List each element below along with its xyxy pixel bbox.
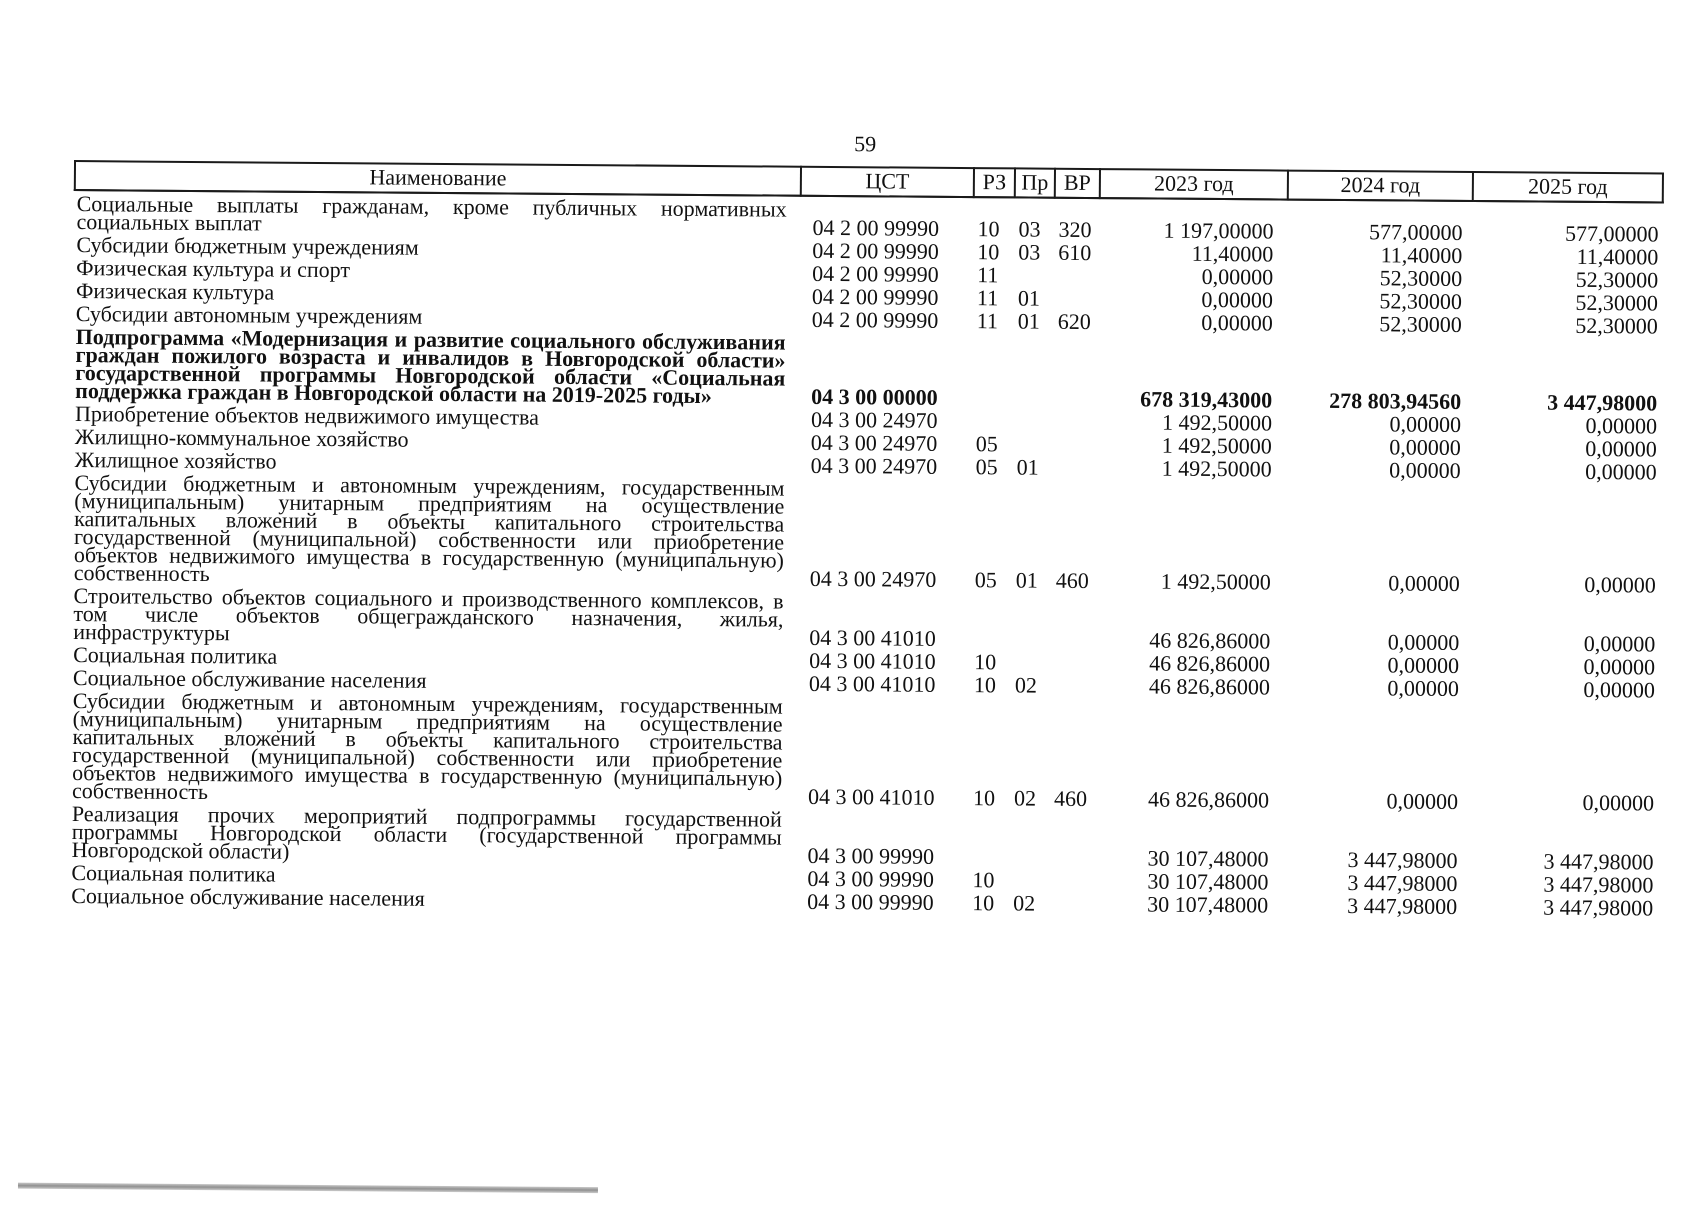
cell-cst: 04 3 00 99990 xyxy=(807,842,935,869)
cell-2025: 0,00000 xyxy=(1585,412,1658,439)
cell-2024: 0,00000 xyxy=(1387,652,1460,678)
cell-name: Жилищное хозяйство xyxy=(74,447,277,474)
cell-2025: 0,00000 xyxy=(1583,630,1656,657)
cell-2023: 46 826,86000 xyxy=(1148,673,1271,700)
budget-table xyxy=(68,160,1664,921)
cell-2023: 30 107,48000 xyxy=(1147,845,1269,872)
cell-name: Социальное обслуживание населения xyxy=(72,665,427,693)
cell-vr: 460 xyxy=(1053,785,1088,812)
cell-rz: 10 xyxy=(973,672,997,698)
cell-rz: 10 xyxy=(972,867,995,893)
cell-2025: 52,30000 xyxy=(1575,312,1658,339)
cell-rz: 10 xyxy=(974,649,997,675)
cell-cst: 04 3 00 00000 xyxy=(811,383,938,410)
cell-2025: 11,40000 xyxy=(1576,243,1659,270)
cell-pr: 03 xyxy=(1018,216,1041,242)
cell-pr xyxy=(1013,408,1053,431)
cell-2023: 1 492,50000 xyxy=(1161,432,1272,459)
cell-2025: 3 447,98000 xyxy=(1543,871,1654,898)
cell-rz: 11 xyxy=(976,285,999,311)
cell-vr: 610 xyxy=(1058,239,1092,266)
cell-rz: 10 xyxy=(972,785,996,811)
cell-pr: 01 xyxy=(1016,454,1039,480)
cell-name: Социальное обслуживание населения xyxy=(71,883,425,911)
cell-pr: 01 xyxy=(1015,567,1038,593)
cell-pr xyxy=(1014,262,1054,285)
scan-artifact-bar xyxy=(18,1183,598,1194)
cell-pr: 01 xyxy=(1017,285,1041,311)
cell-name: Социальная политика xyxy=(73,642,278,669)
cell-pr xyxy=(1011,649,1051,672)
cell-2025: 0,00000 xyxy=(1584,571,1656,598)
cell-2024: 0,00000 xyxy=(1389,434,1461,460)
cell-rz: 10 xyxy=(977,239,1000,265)
table-row xyxy=(72,470,1661,595)
cell-2024: 278 803,94560 xyxy=(1329,387,1462,414)
cell-cst: 04 3 00 24970 xyxy=(810,429,938,456)
cell-rz: 11 xyxy=(977,262,999,288)
cell-name: Социальная политика xyxy=(71,860,276,887)
cell-cst: 04 3 00 41010 xyxy=(809,647,936,674)
cell-2025: 3 447,98000 xyxy=(1547,389,1658,416)
cell-rz xyxy=(970,590,1011,649)
cell-cst: 04 3 00 24970 xyxy=(810,406,938,433)
cell-pr xyxy=(1013,431,1053,454)
cell-2025: 0,00000 xyxy=(1582,789,1655,816)
cell-name: Строительство объектов социального и производственного комплексов, в том числе объектов общегражданского назначения, жилья, инфраструктуры xyxy=(73,583,784,646)
cell-2025: 0,00000 xyxy=(1583,676,1656,703)
header-2025: 2025 год xyxy=(1473,172,1663,202)
cell-rz xyxy=(969,808,1010,867)
cell-vr xyxy=(1053,455,1098,478)
cell-2024: 0,00000 xyxy=(1389,457,1461,483)
cell-cst: 04 2 00 99990 xyxy=(811,306,939,333)
cell-cst: 04 3 00 24970 xyxy=(810,452,938,479)
cell-cst: 04 3 00 41010 xyxy=(809,624,936,651)
cell-vr xyxy=(1049,891,1094,914)
header-cst: ЦСТ xyxy=(801,167,974,197)
cell-2023: 46 826,86000 xyxy=(1149,650,1271,677)
cell-name: Субсидии автономным учреждениям xyxy=(75,301,423,329)
cell-2023: 30 107,48000 xyxy=(1147,891,1269,918)
cell-pr: 02 xyxy=(1013,890,1036,916)
cell-pr xyxy=(1013,331,1054,408)
cell-name: Подпрограмма «Модернизация и развитие социального обслуживания граждан пожилого возраста и инвалидов в Новгородской области» государственной программы Новгородской области «Социальная поддержка граждан в Новгородской области на 2019-2025 годы» xyxy=(75,324,786,409)
cell-cst: 04 2 00 99990 xyxy=(811,283,939,310)
cell-cst: 04 2 00 99990 xyxy=(812,237,939,264)
cell-2025: 52,30000 xyxy=(1575,266,1659,293)
cell-2025: 577,00000 xyxy=(1564,220,1659,247)
header-rz: РЗ xyxy=(974,168,1015,197)
cell-pr: 02 xyxy=(1014,672,1038,698)
cell-vr xyxy=(1051,650,1096,673)
cell-2024: 52,30000 xyxy=(1379,265,1463,291)
cell-2024: 3 447,98000 xyxy=(1347,847,1458,873)
cell-2023: 46 826,86000 xyxy=(1149,627,1271,654)
cell-rz xyxy=(972,408,1013,431)
cell-pr: 03 xyxy=(1018,239,1041,265)
cell-name: Физическая культура и спорт xyxy=(76,255,351,283)
cell-rz: 05 xyxy=(975,454,998,480)
cell-cst: 04 3 00 41010 xyxy=(807,783,935,810)
cell-vr: 620 xyxy=(1057,308,1091,335)
cell-cst: 04 3 00 24970 xyxy=(809,565,937,592)
cell-2024: 3 447,98000 xyxy=(1347,870,1458,896)
cell-cst: 04 3 00 99990 xyxy=(807,865,935,892)
header-2024: 2024 год xyxy=(1288,171,1473,201)
cell-2024: 0,00000 xyxy=(1389,411,1462,437)
cell-2025: 0,00000 xyxy=(1583,653,1656,680)
cell-name: Субсидии бюджетным учреждениям xyxy=(76,232,419,260)
cell-2023: 1 492,50000 xyxy=(1161,455,1272,482)
cell-rz: 10 xyxy=(977,216,1000,242)
cell-cst: 04 2 00 99990 xyxy=(812,214,940,241)
table-body xyxy=(69,190,1663,921)
cell-vr: 320 xyxy=(1058,216,1092,243)
cell-2023: 30 107,48000 xyxy=(1147,868,1269,895)
cell-pr: 01 xyxy=(1017,308,1040,334)
cell-2024: 52,30000 xyxy=(1379,311,1462,337)
cell-2025: 3 447,98000 xyxy=(1543,848,1654,875)
cell-2024: 0,00000 xyxy=(1387,675,1460,701)
cell-2024: 0,00000 xyxy=(1387,629,1460,655)
header-pr: Пр xyxy=(1015,168,1055,197)
cell-name: Физическая культура xyxy=(75,278,275,305)
cell-vr xyxy=(1054,286,1099,309)
cell-name: Субсидии бюджетным и автономным учреждениям, государственным (муниципальным) унитарным предприятиям на осуществление капитальных вложений в объекты капитального строительства государственной (муниципальной) собственности или приобретение объектов недвижимого имущества в государственную (муниципальную) собственность xyxy=(73,470,785,587)
cell-vr xyxy=(1054,263,1099,286)
cell-name: Приобретение объектов недвижимого имущества xyxy=(74,401,540,430)
page-number: 59 xyxy=(854,131,877,157)
table-row xyxy=(73,324,1662,413)
cell-rz: 05 xyxy=(975,431,998,457)
cell-name: Социальные выплаты гражданам, кроме публичных нормативных социальных выплат xyxy=(76,191,787,236)
cell-2024: 52,30000 xyxy=(1379,288,1463,314)
cell-name: Жилищно-коммунальное хозяйство xyxy=(74,424,409,452)
cell-2023: 0,00000 xyxy=(1201,263,1274,290)
cell-2023: 1 197,00000 xyxy=(1163,217,1274,244)
cell-rz: 05 xyxy=(974,567,997,593)
cell-vr xyxy=(1051,591,1096,650)
cell-rz: 11 xyxy=(976,308,999,334)
cell-2023: 1 492,50000 xyxy=(1160,568,1271,595)
cell-rz: 10 xyxy=(972,890,995,916)
cell-name: Реализация прочих мероприятий подпрограммы государственной программы Новгородской области (государственной программы Новгородской области) xyxy=(71,801,782,864)
cell-pr xyxy=(1009,867,1049,890)
cell-2024: 0,00000 xyxy=(1388,570,1460,596)
cell-2025: 0,00000 xyxy=(1585,435,1657,462)
cell-2024: 577,00000 xyxy=(1368,219,1463,245)
cell-2023: 0,00000 xyxy=(1201,286,1274,313)
cell-vr xyxy=(1053,432,1098,455)
cell-vr: 460 xyxy=(1055,567,1089,594)
cell-vr xyxy=(1053,409,1098,432)
cell-2024: 0,00000 xyxy=(1386,788,1459,814)
header-2023: 2023 год xyxy=(1100,169,1288,199)
cell-cst: 04 3 00 99990 xyxy=(807,888,934,915)
cell-2023: 1 492,50000 xyxy=(1161,409,1273,436)
header-name: Наименование xyxy=(75,161,801,196)
cell-2023: 46 826,86000 xyxy=(1147,786,1270,813)
cell-2023: 11,40000 xyxy=(1191,240,1274,267)
cell-2024: 11,40000 xyxy=(1380,242,1463,268)
cell-vr xyxy=(1053,332,1099,409)
header-vr: ВР xyxy=(1055,169,1100,198)
cell-2024: 3 447,98000 xyxy=(1347,893,1458,919)
cell-pr xyxy=(1010,808,1050,867)
cell-2025: 52,30000 xyxy=(1575,289,1659,316)
cell-cst: 04 3 00 41010 xyxy=(808,670,936,697)
cell-2025: 3 447,98000 xyxy=(1543,894,1654,921)
table-row xyxy=(70,688,1659,813)
cell-name: Субсидии бюджетным и автономным учреждениям, государственным (муниципальным) унитарным предприятиям на осуществление капитальных вложений в объекты капитального строительства государственной (муниципальной) собственности или приобретение объектов недвижимого имущества в государственную (муниципальную) собственность xyxy=(71,688,783,805)
cell-pr xyxy=(1011,590,1051,649)
cell-2025: 0,00000 xyxy=(1585,458,1657,485)
cell-cst: 04 2 00 99990 xyxy=(812,260,939,287)
cell-vr xyxy=(1049,868,1094,891)
cell-vr xyxy=(1051,673,1096,696)
cell-vr xyxy=(1050,809,1095,868)
cell-rz xyxy=(972,331,1014,408)
cell-2023: 678 319,43000 xyxy=(1140,386,1273,413)
cell-pr: 02 xyxy=(1013,785,1037,811)
cell-2023: 0,00000 xyxy=(1201,309,1273,336)
